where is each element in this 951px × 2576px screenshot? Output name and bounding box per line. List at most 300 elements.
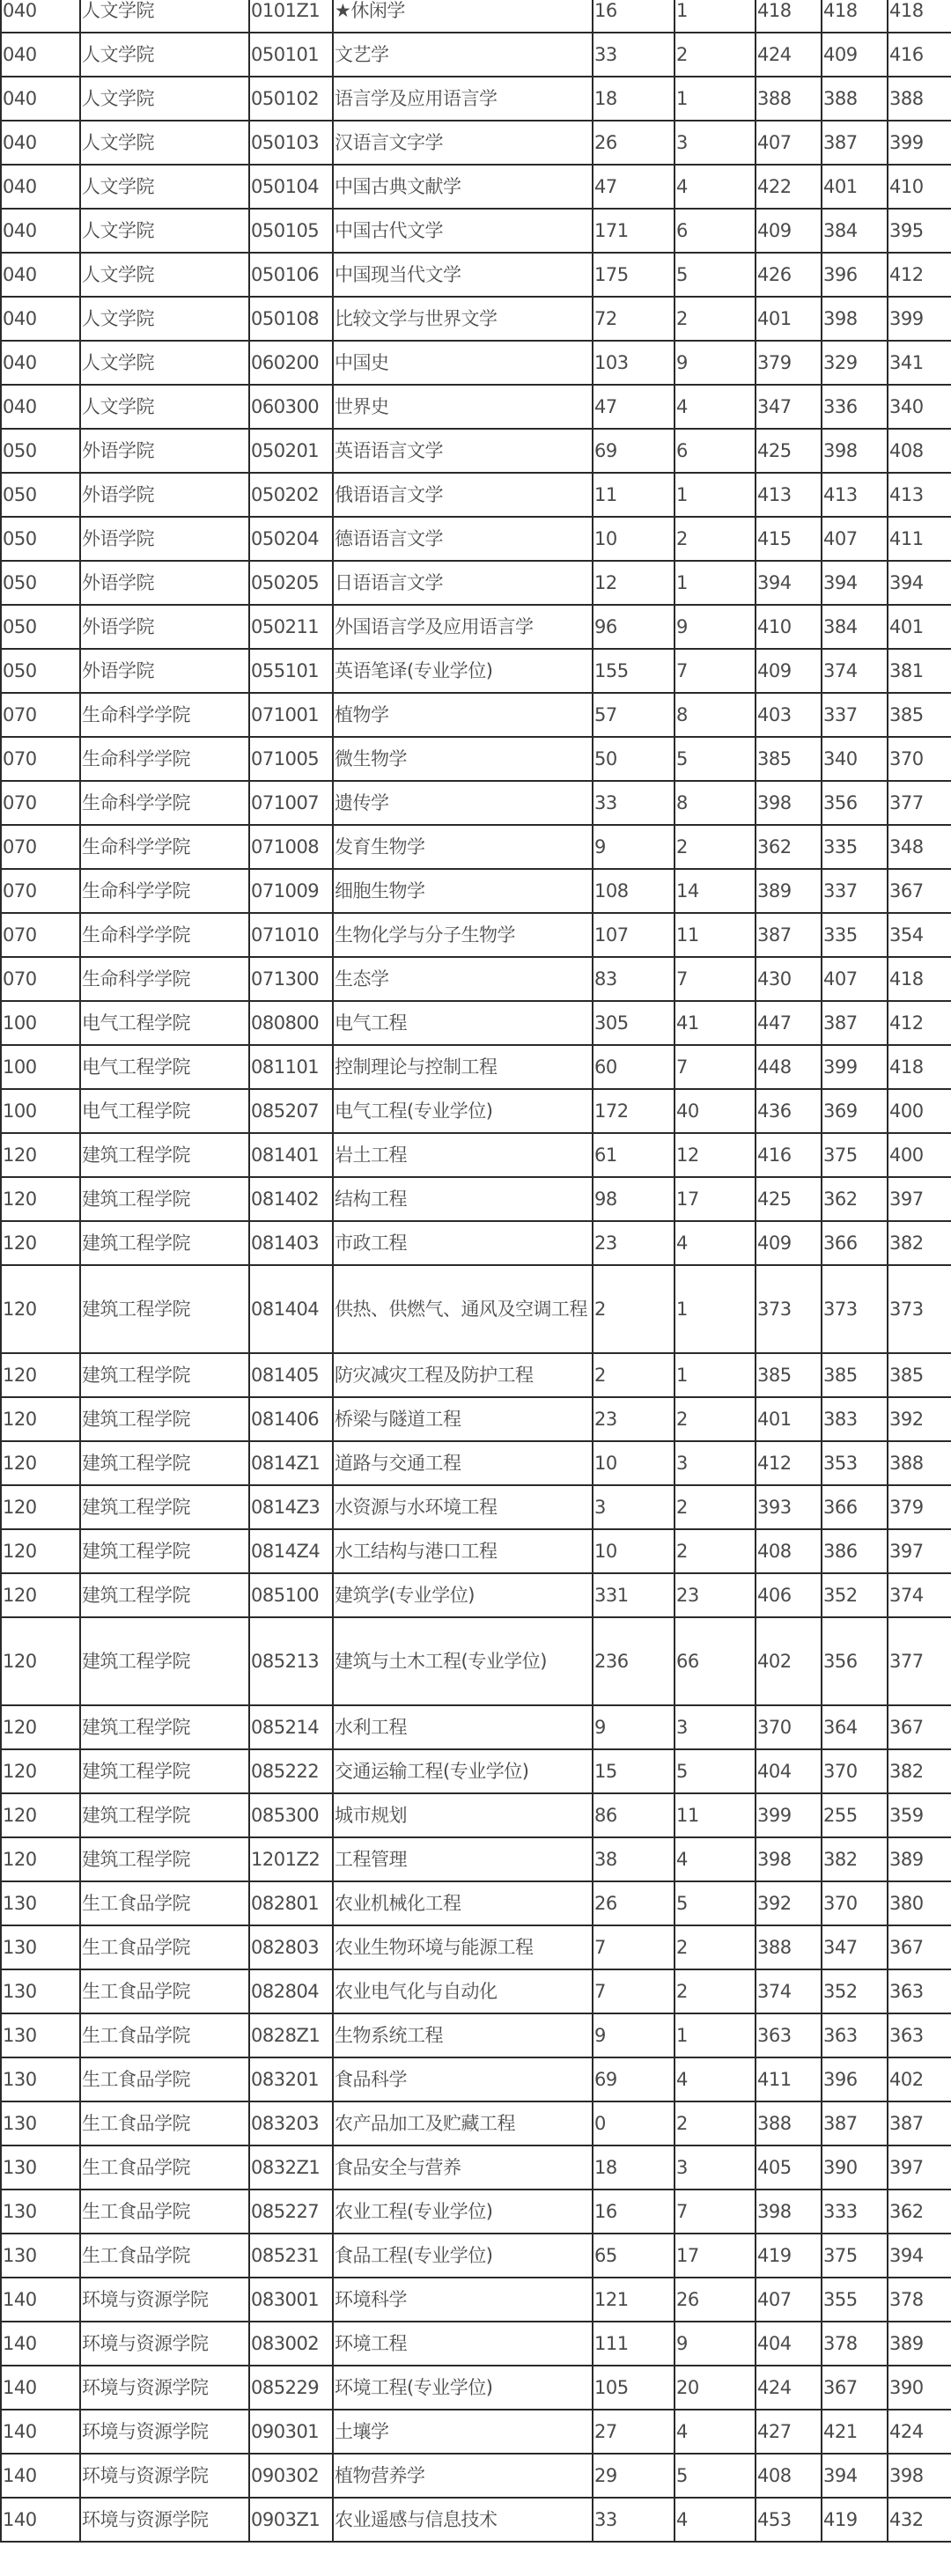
table-row [1,1353,951,1397]
admitted-cell: 9 [675,341,756,385]
min-score-cell: 255 [822,1793,888,1837]
min-score-cell: 353 [822,1441,888,1485]
college-code-cell: 130 [1,2190,80,2234]
college-code-cell: 120 [1,1265,80,1353]
avg-score-cell: 392 [888,1397,951,1441]
max-score-cell: 418 [756,0,822,33]
max-score-cell: 388 [756,77,822,121]
major-name-cell: 英语语言文学 [333,429,593,473]
college-code-cell: 130 [1,2057,80,2101]
applicants-cell: 236 [593,1617,675,1705]
table-row [1,77,951,121]
max-score-cell: 373 [756,1265,822,1353]
college-code-cell: 130 [1,1969,80,2013]
college-name-cell: 建筑工程学院 [80,1573,249,1617]
applicants-cell: 50 [593,737,675,781]
avg-score-cell: 348 [888,825,951,869]
table-row [1,1133,951,1177]
max-score-cell: 453 [756,2498,822,2542]
admitted-cell: 17 [675,2234,756,2278]
admitted-cell: 1 [675,561,756,605]
college-code-cell: 100 [1,1045,80,1089]
college-name-cell: 生工食品学院 [80,2190,249,2234]
applicants-cell: 23 [593,1221,675,1265]
major-code-cell: 0814Z4 [249,1529,333,1573]
college-name-cell: 建筑工程学院 [80,1749,249,1793]
college-name-cell: 生命科学学院 [80,913,249,957]
major-name-cell: 农业生物环境与能源工程 [333,1925,593,1969]
college-name-cell: 人文学院 [80,165,249,209]
max-score-cell: 404 [756,2322,822,2366]
min-score-cell: 409 [822,33,888,77]
major-name-cell: 语言学及应用语言学 [333,77,593,121]
max-score-cell: 447 [756,1001,822,1045]
avg-score-cell: 382 [888,1221,951,1265]
admitted-cell: 5 [675,253,756,297]
avg-score-cell: 363 [888,1969,951,2013]
college-name-cell: 外语学院 [80,429,249,473]
major-code-cell: 1201Z2 [249,1837,333,1881]
table-row [1,385,951,429]
min-score-cell: 385 [822,1353,888,1397]
major-name-cell: 水工结构与港口工程 [333,1529,593,1573]
max-score-cell: 405 [756,2145,822,2190]
admitted-cell: 2 [675,1397,756,1441]
admitted-cell: 26 [675,2278,756,2322]
table-row [1,2145,951,2190]
major-code-cell: 0828Z1 [249,2013,333,2057]
max-score-cell: 404 [756,1749,822,1793]
min-score-cell: 373 [822,1265,888,1353]
avg-score-cell: 413 [888,473,951,517]
applicants-cell: 96 [593,605,675,649]
admitted-cell: 6 [675,209,756,253]
max-score-cell: 388 [756,2101,822,2145]
college-code-cell: 140 [1,2278,80,2322]
applicants-cell: 10 [593,517,675,561]
table-row [1,165,951,209]
major-code-cell: 071010 [249,913,333,957]
major-code-cell: 085231 [249,2234,333,2278]
admitted-cell: 2 [675,1529,756,1573]
major-code-cell: 050202 [249,473,333,517]
table-row [1,869,951,913]
major-name-cell: 控制理论与控制工程 [333,1045,593,1089]
applicants-cell: 2 [593,1353,675,1397]
min-score-cell: 384 [822,605,888,649]
major-code-cell: 050201 [249,429,333,473]
min-score-cell: 390 [822,2145,888,2190]
major-name-cell: 环境科学 [333,2278,593,2322]
admitted-cell: 7 [675,2190,756,2234]
admitted-cell: 2 [675,2101,756,2145]
admitted-cell: 4 [675,1221,756,1265]
min-score-cell: 399 [822,1045,888,1089]
table-row [1,1001,951,1045]
table-row [1,1617,951,1705]
major-name-cell: 水利工程 [333,1705,593,1749]
max-score-cell: 392 [756,1881,822,1925]
max-score-cell: 389 [756,869,822,913]
admitted-cell: 41 [675,1001,756,1045]
min-score-cell: 355 [822,2278,888,2322]
college-code-cell: 140 [1,2366,80,2410]
table-row [1,1089,951,1133]
applicants-cell: 18 [593,2145,675,2190]
college-name-cell: 生命科学学院 [80,693,249,737]
avg-score-cell: 410 [888,165,951,209]
college-name-cell: 环境与资源学院 [80,2454,249,2498]
admitted-cell: 11 [675,1793,756,1837]
major-name-cell: 微生物学 [333,737,593,781]
admitted-cell: 3 [675,2145,756,2190]
college-code-cell: 120 [1,1441,80,1485]
admitted-cell: 9 [675,605,756,649]
college-code-cell: 040 [1,209,80,253]
min-score-cell: 366 [822,1485,888,1529]
major-code-cell: 083001 [249,2278,333,2322]
min-score-cell: 356 [822,781,888,825]
major-name-cell: 汉语言文字学 [333,121,593,165]
admitted-cell: 7 [675,957,756,1001]
college-name-cell: 人文学院 [80,253,249,297]
major-code-cell: 055101 [249,649,333,693]
table-row [1,0,951,33]
major-code-cell: 085227 [249,2190,333,2234]
max-score-cell: 393 [756,1485,822,1529]
avg-score-cell: 389 [888,2322,951,2366]
applicants-cell: 121 [593,2278,675,2322]
max-score-cell: 379 [756,341,822,385]
college-name-cell: 生工食品学院 [80,2145,249,2190]
applicants-cell: 155 [593,649,675,693]
admitted-cell: 3 [675,1705,756,1749]
college-name-cell: 人文学院 [80,341,249,385]
major-name-cell: 环境工程(专业学位) [333,2366,593,2410]
major-code-cell: 085207 [249,1089,333,1133]
max-score-cell: 410 [756,605,822,649]
major-code-cell: 082803 [249,1925,333,1969]
college-code-cell: 130 [1,1925,80,1969]
college-code-cell: 040 [1,297,80,341]
major-name-cell: 外国语言学及应用语言学 [333,605,593,649]
avg-score-cell: 385 [888,1353,951,1397]
table-row [1,561,951,605]
max-score-cell: 422 [756,165,822,209]
max-score-cell: 347 [756,385,822,429]
college-name-cell: 外语学院 [80,605,249,649]
college-code-cell: 130 [1,2101,80,2145]
table-row [1,473,951,517]
major-name-cell: 供热、供燃气、通风及空调工程 [333,1265,593,1353]
table-row [1,913,951,957]
major-code-cell: 0814Z3 [249,1485,333,1529]
college-code-cell: 040 [1,33,80,77]
major-code-cell: 071005 [249,737,333,781]
table-row [1,1221,951,1265]
college-name-cell: 建筑工程学院 [80,1705,249,1749]
min-score-cell: 421 [822,2410,888,2454]
table-row [1,1177,951,1221]
major-code-cell: 085213 [249,1617,333,1705]
avg-score-cell: 394 [888,2234,951,2278]
applicants-cell: 105 [593,2366,675,2410]
applicants-cell: 9 [593,2013,675,2057]
major-code-cell: 071001 [249,693,333,737]
table-row [1,957,951,1001]
min-score-cell: 352 [822,1969,888,2013]
major-code-cell: 060300 [249,385,333,429]
min-score-cell: 394 [822,2454,888,2498]
table-row [1,1441,951,1485]
table-row [1,2498,951,2542]
college-code-cell: 130 [1,2234,80,2278]
applicants-cell: 111 [593,2322,675,2366]
max-score-cell: 406 [756,1573,822,1617]
min-score-cell: 347 [822,1925,888,1969]
max-score-cell: 409 [756,649,822,693]
table-row [1,1925,951,1969]
table-row [1,737,951,781]
max-score-cell: 411 [756,2057,822,2101]
major-code-cell: 071009 [249,869,333,913]
min-score-cell: 398 [822,429,888,473]
college-code-cell: 140 [1,2322,80,2366]
admitted-cell: 8 [675,693,756,737]
major-name-cell: 比较文学与世界文学 [333,297,593,341]
college-name-cell: 电气工程学院 [80,1045,249,1089]
applicants-cell: 23 [593,1397,675,1441]
avg-score-cell: 397 [888,2145,951,2190]
major-name-cell: 生物化学与分子生物学 [333,913,593,957]
major-code-cell: 081403 [249,1221,333,1265]
college-name-cell: 生工食品学院 [80,1881,249,1925]
major-code-cell: 090301 [249,2410,333,2454]
avg-score-cell: 367 [888,1925,951,1969]
avg-score-cell: 362 [888,2190,951,2234]
college-name-cell: 生工食品学院 [80,1925,249,1969]
major-name-cell: 结构工程 [333,1177,593,1221]
admitted-cell: 1 [675,1265,756,1353]
college-name-cell: 建筑工程学院 [80,1837,249,1881]
major-code-cell: 082801 [249,1881,333,1925]
applicants-cell: 103 [593,341,675,385]
avg-score-cell: 377 [888,781,951,825]
min-score-cell: 367 [822,2366,888,2410]
major-code-cell: 090302 [249,2454,333,2498]
avg-score-cell: 388 [888,77,951,121]
major-name-cell: 英语笔译(专业学位) [333,649,593,693]
college-name-cell: 生工食品学院 [80,2234,249,2278]
major-name-cell: 文艺学 [333,33,593,77]
table-row [1,693,951,737]
admitted-cell: 5 [675,1749,756,1793]
applicants-cell: 83 [593,957,675,1001]
min-score-cell: 396 [822,2057,888,2101]
table-row [1,33,951,77]
college-name-cell: 生工食品学院 [80,2013,249,2057]
major-name-cell: 城市规划 [333,1793,593,1837]
min-score-cell: 418 [822,0,888,33]
college-name-cell: 生工食品学院 [80,2057,249,2101]
table-row [1,2454,951,2498]
min-score-cell: 396 [822,253,888,297]
college-name-cell: 环境与资源学院 [80,2410,249,2454]
college-code-cell: 040 [1,341,80,385]
max-score-cell: 426 [756,253,822,297]
college-code-cell: 050 [1,429,80,473]
table-row [1,1265,951,1353]
major-code-cell: 0832Z1 [249,2145,333,2190]
major-name-cell: 俄语语言文学 [333,473,593,517]
min-score-cell: 387 [822,1001,888,1045]
college-code-cell: 070 [1,737,80,781]
applicants-cell: 47 [593,165,675,209]
max-score-cell: 403 [756,693,822,737]
avg-score-cell: 373 [888,1265,951,1353]
max-score-cell: 409 [756,1221,822,1265]
college-code-cell: 070 [1,781,80,825]
major-name-cell: 道路与交通工程 [333,1441,593,1485]
college-code-cell: 050 [1,561,80,605]
applicants-cell: 26 [593,121,675,165]
major-name-cell: 农业机械化工程 [333,1881,593,1925]
table-row [1,2322,951,2366]
major-name-cell: 农业遥感与信息技术 [333,2498,593,2542]
avg-score-cell: 359 [888,1793,951,1837]
college-name-cell: 建筑工程学院 [80,1793,249,1837]
avg-score-cell: 367 [888,1705,951,1749]
min-score-cell: 386 [822,1529,888,1573]
major-name-cell: 防灾减灾工程及防护工程 [333,1353,593,1397]
admitted-cell: 4 [675,1837,756,1881]
table-row [1,1045,951,1089]
major-name-cell: 中国古典文献学 [333,165,593,209]
applicants-cell: 57 [593,693,675,737]
admitted-cell: 40 [675,1089,756,1133]
table-row [1,1749,951,1793]
admitted-cell: 20 [675,2366,756,2410]
college-code-cell: 070 [1,913,80,957]
applicants-cell: 29 [593,2454,675,2498]
max-score-cell: 407 [756,2278,822,2322]
college-name-cell: 建筑工程学院 [80,1441,249,1485]
applicants-cell: 172 [593,1089,675,1133]
avg-score-cell: 354 [888,913,951,957]
college-name-cell: 人文学院 [80,297,249,341]
max-score-cell: 412 [756,1441,822,1485]
min-score-cell: 333 [822,2190,888,2234]
min-score-cell: 362 [822,1177,888,1221]
admitted-cell: 5 [675,737,756,781]
min-score-cell: 370 [822,1881,888,1925]
major-code-cell: 071007 [249,781,333,825]
major-code-cell: 050103 [249,121,333,165]
max-score-cell: 385 [756,737,822,781]
college-name-cell: 建筑工程学院 [80,1485,249,1529]
max-score-cell: 399 [756,1793,822,1837]
table-row [1,2278,951,2322]
college-code-cell: 120 [1,1617,80,1705]
min-score-cell: 356 [822,1617,888,1705]
college-code-cell: 140 [1,2498,80,2542]
applicants-cell: 9 [593,1705,675,1749]
table-row [1,825,951,869]
max-score-cell: 388 [756,1925,822,1969]
major-name-cell: 农产品加工及贮藏工程 [333,2101,593,2145]
table-row [1,2013,951,2057]
min-score-cell: 366 [822,1221,888,1265]
college-name-cell: 环境与资源学院 [80,2498,249,2542]
table-row [1,2410,951,2454]
min-score-cell: 387 [822,2101,888,2145]
college-code-cell: 130 [1,2145,80,2190]
admitted-cell: 17 [675,1177,756,1221]
college-code-cell: 120 [1,1133,80,1177]
table-row [1,2101,951,2145]
applicants-cell: 33 [593,2498,675,2542]
admitted-cell: 6 [675,429,756,473]
college-name-cell: 生命科学学院 [80,781,249,825]
applicants-cell: 47 [593,385,675,429]
avg-score-cell: 377 [888,1617,951,1705]
admitted-cell: 9 [675,2322,756,2366]
applicants-cell: 10 [593,1441,675,1485]
table-row [1,517,951,561]
college-code-cell: 120 [1,1749,80,1793]
applicants-cell: 7 [593,1925,675,1969]
max-score-cell: 362 [756,825,822,869]
admitted-cell: 1 [675,0,756,33]
college-name-cell: 电气工程学院 [80,1001,249,1045]
major-name-cell: 土壤学 [333,2410,593,2454]
major-name-cell: 食品工程(专业学位) [333,2234,593,2278]
major-code-cell: 081101 [249,1045,333,1089]
college-name-cell: 建筑工程学院 [80,1265,249,1353]
avg-score-cell: 378 [888,2278,951,2322]
avg-score-cell: 424 [888,2410,951,2454]
applicants-cell: 16 [593,2190,675,2234]
min-score-cell: 383 [822,1397,888,1441]
admitted-cell: 7 [675,649,756,693]
applicants-cell: 9 [593,825,675,869]
major-code-cell: 071300 [249,957,333,1001]
major-code-cell: 081405 [249,1353,333,1397]
admitted-cell: 2 [675,825,756,869]
college-name-cell: 环境与资源学院 [80,2278,249,2322]
major-name-cell: 德语语言文学 [333,517,593,561]
college-name-cell: 环境与资源学院 [80,2366,249,2410]
major-name-cell: 植物学 [333,693,593,737]
major-name-cell: 细胞生物学 [333,869,593,913]
college-code-cell: 120 [1,1353,80,1397]
admitted-cell: 4 [675,2057,756,2101]
college-code-cell: 050 [1,605,80,649]
avg-score-cell: 402 [888,2057,951,2101]
table-row [1,1529,951,1573]
applicants-cell: 10 [593,1529,675,1573]
college-name-cell: 人文学院 [80,121,249,165]
min-score-cell: 387 [822,121,888,165]
admitted-cell: 5 [675,1881,756,1925]
major-code-cell: 050205 [249,561,333,605]
college-name-cell: 生命科学学院 [80,869,249,913]
admitted-cell: 4 [675,385,756,429]
admitted-cell: 5 [675,2454,756,2498]
avg-score-cell: 389 [888,1837,951,1881]
min-score-cell: 335 [822,825,888,869]
min-score-cell: 398 [822,297,888,341]
